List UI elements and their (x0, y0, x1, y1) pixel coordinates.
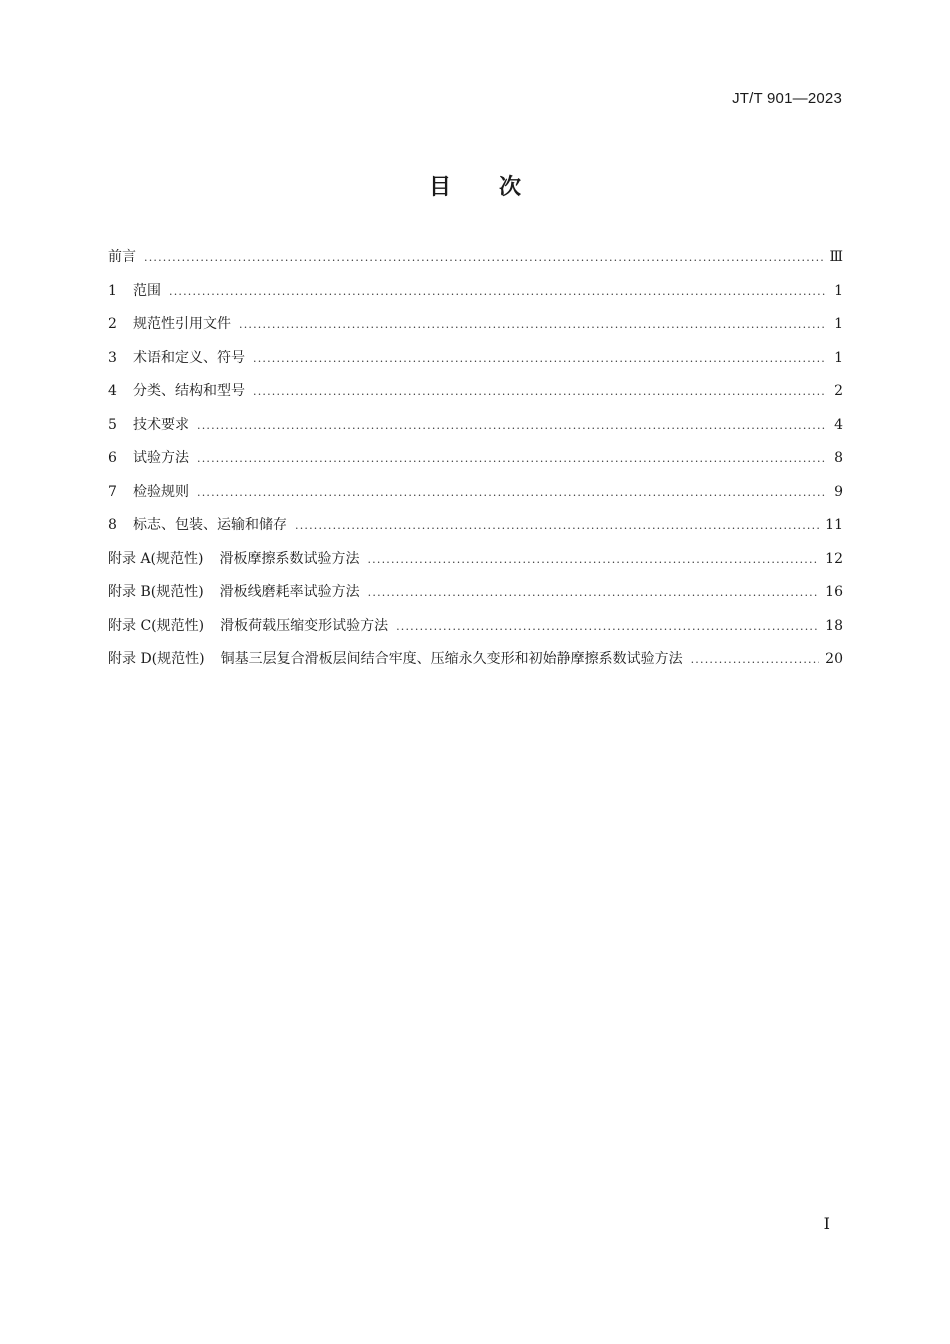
toc-entry[interactable] (108, 309, 843, 343)
toc-leader-dots (239, 310, 827, 340)
toc-entry-page: 18 (825, 617, 843, 634)
toc-leader-dots (295, 511, 819, 541)
toc-entry-page: 1 (834, 349, 843, 366)
toc-entry-title: 技术要求 (133, 416, 189, 433)
toc-leader-dots (253, 344, 827, 374)
toc-entry-number: 6 (108, 450, 117, 466)
toc-entry-page: Ⅲ (829, 249, 843, 265)
table-of-contents (108, 242, 843, 678)
toc-entry[interactable] (108, 510, 843, 544)
toc-leader-dots (197, 411, 827, 441)
toc-leader-dots (368, 578, 820, 608)
toc-entry-title: 规范性引用文件 (133, 316, 231, 332)
toc-entry-appendix-label: 附录 C(规范性) (108, 617, 205, 634)
toc-entry-number: 7 (108, 483, 117, 500)
toc-entry-number: 5 (108, 416, 117, 433)
toc-leader-dots (197, 478, 827, 508)
toc-entry-page: 9 (834, 483, 843, 500)
toc-entry-appendix-label: 附录 A(规范性) (108, 550, 204, 567)
toc-leader-dots (197, 444, 827, 474)
toc-entry-title: 检验规则 (133, 483, 189, 500)
toc-entry-number: 4 (108, 383, 117, 399)
toc-entry-page: 11 (825, 517, 843, 533)
toc-entry-title: 滑板摩擦系数试验方法 (219, 550, 360, 567)
toc-entry-appendix-label: 附录 D(规范性) (108, 651, 205, 667)
toc-leader-dots (691, 645, 820, 675)
toc-entry[interactable] (108, 343, 843, 377)
toc-entry-number: 1 (108, 282, 117, 299)
toc-leader-dots (144, 243, 823, 273)
toc-entry[interactable] (108, 544, 843, 578)
toc-leader-dots (396, 612, 819, 642)
toc-title (0, 170, 950, 201)
toc-entry-number: 2 (108, 316, 117, 332)
toc-entry[interactable] (108, 611, 843, 645)
toc-entry-title: 前言 (108, 249, 136, 265)
toc-title-part2: 次 (499, 175, 522, 200)
toc-entry[interactable] (108, 242, 843, 276)
toc-entry-title: 术语和定义、符号 (133, 349, 245, 366)
toc-title-part1: 目 (428, 175, 451, 200)
toc-entry-page: 2 (834, 383, 843, 399)
standard-code: JT/T 901—2023 (732, 90, 842, 107)
toc-entry-title: 分类、结构和型号 (133, 383, 245, 399)
toc-entry-page: 1 (834, 282, 843, 299)
toc-entry-appendix-label: 附录 B(规范性) (108, 584, 204, 600)
toc-leader-dots (253, 377, 827, 407)
toc-entry[interactable] (108, 410, 843, 444)
toc-entry[interactable] (108, 644, 843, 678)
toc-entry-page: 20 (825, 651, 843, 667)
toc-entry-number: 8 (108, 517, 117, 533)
toc-entry-page: 8 (834, 450, 843, 466)
toc-leader-dots (367, 545, 819, 575)
toc-entry-page: 4 (834, 416, 843, 433)
toc-entry[interactable] (108, 477, 843, 511)
toc-entry[interactable] (108, 276, 843, 310)
toc-leader-dots (169, 277, 827, 307)
toc-entry[interactable] (108, 443, 843, 477)
toc-entry-number: 3 (108, 349, 117, 366)
toc-entry-page: 1 (834, 316, 843, 332)
toc-entry-title: 标志、包装、运输和储存 (133, 517, 287, 533)
toc-entry-title: 范围 (133, 282, 161, 299)
toc-entry-page: 16 (825, 584, 843, 600)
page-number: I (823, 1214, 830, 1233)
toc-entry[interactable] (108, 577, 843, 611)
toc-entry[interactable] (108, 376, 843, 410)
toc-entry-title: 滑板线磨耗率试验方法 (219, 584, 360, 600)
toc-entry-title: 铜基三层复合滑板层间结合牢度、压缩永久变形和初始静摩擦系数试验方法 (220, 651, 683, 667)
toc-entry-page: 12 (825, 550, 843, 567)
toc-entry-title: 试验方法 (133, 450, 189, 466)
toc-entry-title: 滑板荷载压缩变形试验方法 (220, 617, 389, 634)
